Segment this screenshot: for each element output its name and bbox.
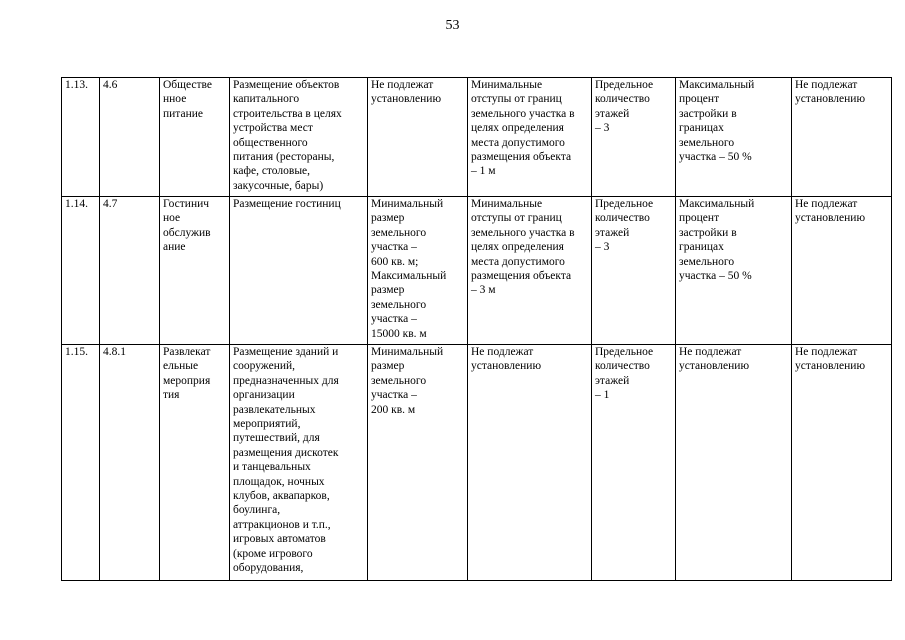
- page-number: 53: [445, 18, 460, 33]
- cell-setbacks: Минимальные отступы от границ земельного участка в целях определения места допустимого размещения объекта – 1 м: [468, 78, 592, 197]
- cell-plot-size: Минимальный размер земельного участка – 600 кв. м; Максимальный размер земельного участка – 15000 кв. м: [368, 197, 468, 345]
- cell-code: 4.6: [100, 78, 160, 197]
- cell-code: 4.8.1: [100, 345, 160, 581]
- cell-other: Не подлежат установлению: [792, 345, 892, 581]
- cell-plot-size: Минимальный размер земельного участка – 200 кв. м: [368, 345, 468, 581]
- cell-number: 1.14.: [62, 197, 100, 345]
- cell-use-name: Гостинич ное обслужив ание: [160, 197, 230, 345]
- cell-use-name: Развлекат ельные мероприя тия: [160, 345, 230, 581]
- cell-use-name: Обществе нное питание: [160, 78, 230, 197]
- table-row: [62, 345, 892, 581]
- cell-coverage: Максимальный процент застройки в границах земельного участка – 50 %: [676, 197, 792, 345]
- cell-code: 4.7: [100, 197, 160, 345]
- cell-floors: Предельное количество этажей – 3: [592, 197, 676, 345]
- cell-description: Размещение зданий и сооружений, предназначенных для организации развлекательных мероприятий, путешествий, для размещения дискотек и танцевальных площадок, ночных клубов, аквапарков, боулинга, аттракционов и т.п., игровых автоматов (кроме игрового оборудования,: [230, 345, 368, 581]
- table-row: [62, 78, 892, 197]
- cell-setbacks: Не подлежат установлению: [468, 345, 592, 581]
- land-use-table: [61, 77, 892, 581]
- cell-coverage: Не подлежат установлению: [676, 345, 792, 581]
- cell-other: Не подлежат установлению: [792, 78, 892, 197]
- cell-plot-size: Не подлежат установлению: [368, 78, 468, 197]
- cell-floors: Предельное количество этажей – 1: [592, 345, 676, 581]
- cell-number: 1.15.: [62, 345, 100, 581]
- table-row: [62, 197, 892, 345]
- cell-description: Размещение объектов капитального строительства в целях устройства мест общественного питания (рестораны, кафе, столовые, закусочные, бары): [230, 78, 368, 197]
- cell-setbacks: Минимальные отступы от границ земельного участка в целях определения места допустимого размещения объекта – 3 м: [468, 197, 592, 345]
- cell-floors: Предельное количество этажей – 3: [592, 78, 676, 197]
- cell-coverage: Максимальный процент застройки в границах земельного участка – 50 %: [676, 78, 792, 197]
- cell-description: Размещение гостиниц: [230, 197, 368, 345]
- cell-other: Не подлежат установлению: [792, 197, 892, 345]
- cell-number: 1.13.: [62, 78, 100, 197]
